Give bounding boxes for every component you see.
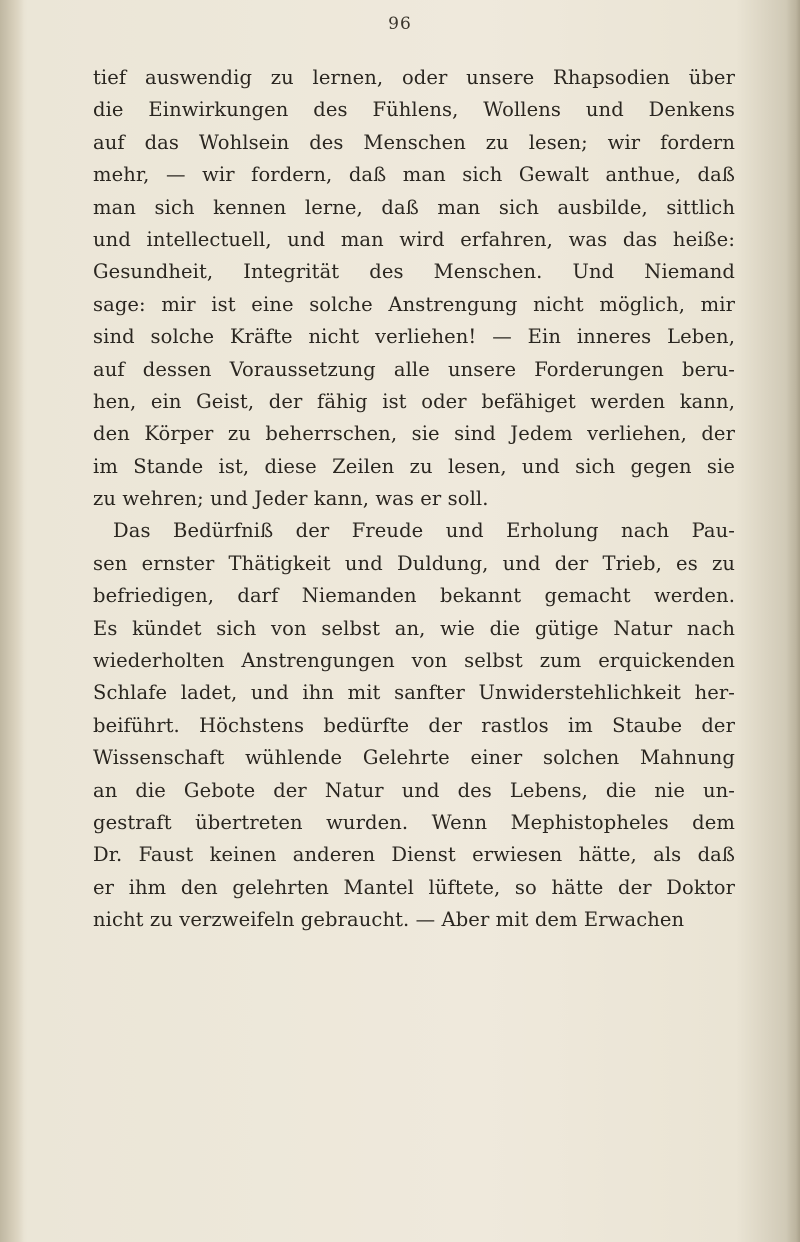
- text-line: man sich kennen lerne, daß man sich ausbilde, sittlich: [93, 195, 735, 219]
- text-line: Es kündet sich von selbst an, wie die gütige Natur nach: [93, 616, 735, 640]
- text-line: die Einwirkungen des Fühlens, Wollens und Denkens: [93, 98, 735, 122]
- text-line: tief auswendig zu lernen, oder unsere Rhapsodien über: [93, 66, 735, 89]
- text-line: den Körper zu beherrschen, sie sind Jedem verliehen, der: [93, 422, 735, 446]
- text-line: und intellectuell, und man wird erfahren, was das heiße:: [93, 227, 735, 251]
- text-line: beiführt. Höchstens bedürfte der rastlos im Staube der: [93, 713, 735, 737]
- text-line: mehr, — wir fordern, daß man sich Gewalt anthue, daß: [93, 163, 735, 187]
- text-line: gestraft übertreten wurden. Wenn Mephistopheles dem: [93, 810, 735, 834]
- text-line: nicht zu verzweifeln gebraucht. — Aber mit dem Erwachen: [93, 908, 685, 932]
- text-line: befriedigen, darf Niemanden bekannt gemacht werden.: [93, 584, 735, 608]
- text-line: im Stande ist, diese Zeilen zu lesen, und sich gegen sie: [93, 454, 735, 478]
- text-line: Das Bedürfniß der Freude und Erholung nach Pau-: [113, 519, 735, 543]
- text-line: er ihm den gelehrten Mantel lüftete, so hätte der Doktor: [93, 875, 735, 899]
- text-line: auf das Wohlsein des Menschen zu lesen; wir fordern: [93, 130, 735, 154]
- text-line: wiederholten Anstrengungen von selbst zum erquickenden: [93, 649, 735, 673]
- text-line: Wissenschaft wühlende Gelehrte einer solchen Mahnung: [93, 746, 735, 770]
- page-edge: [786, 0, 800, 1242]
- text-line: an die Gebote der Natur und des Lebens, die nie un-: [93, 778, 735, 802]
- text-line: sind solche Kräfte nicht verliehen! — Ein inneres Leben,: [93, 325, 735, 349]
- text-line: hen, ein Geist, der fähig ist oder befähiget werden kann,: [93, 389, 735, 413]
- body-text: [93, 62, 735, 937]
- text-line: auf dessen Voraussetzung alle unsere Forderungen beru-: [93, 357, 735, 381]
- page-number: 96: [388, 14, 412, 34]
- text-line: sen ernster Thätigkeit und Duldung, und der Trieb, es zu: [93, 551, 735, 575]
- text-line: zu wehren; und Jeder kann, was er soll.: [93, 487, 489, 511]
- text-line: sage: mir ist eine solche Anstrengung nicht möglich, mir: [93, 292, 735, 316]
- text-line: Dr. Faust keinen anderen Dienst erwiesen hätte, als daß: [93, 843, 735, 867]
- page-gutter: [0, 0, 24, 1242]
- text-line: Schlafe ladet, und ihn mit sanfter Unwiderstehlichkeit her-: [93, 681, 735, 705]
- text-line: Gesundheit, Integrität des Menschen. Und Niemand: [93, 260, 735, 284]
